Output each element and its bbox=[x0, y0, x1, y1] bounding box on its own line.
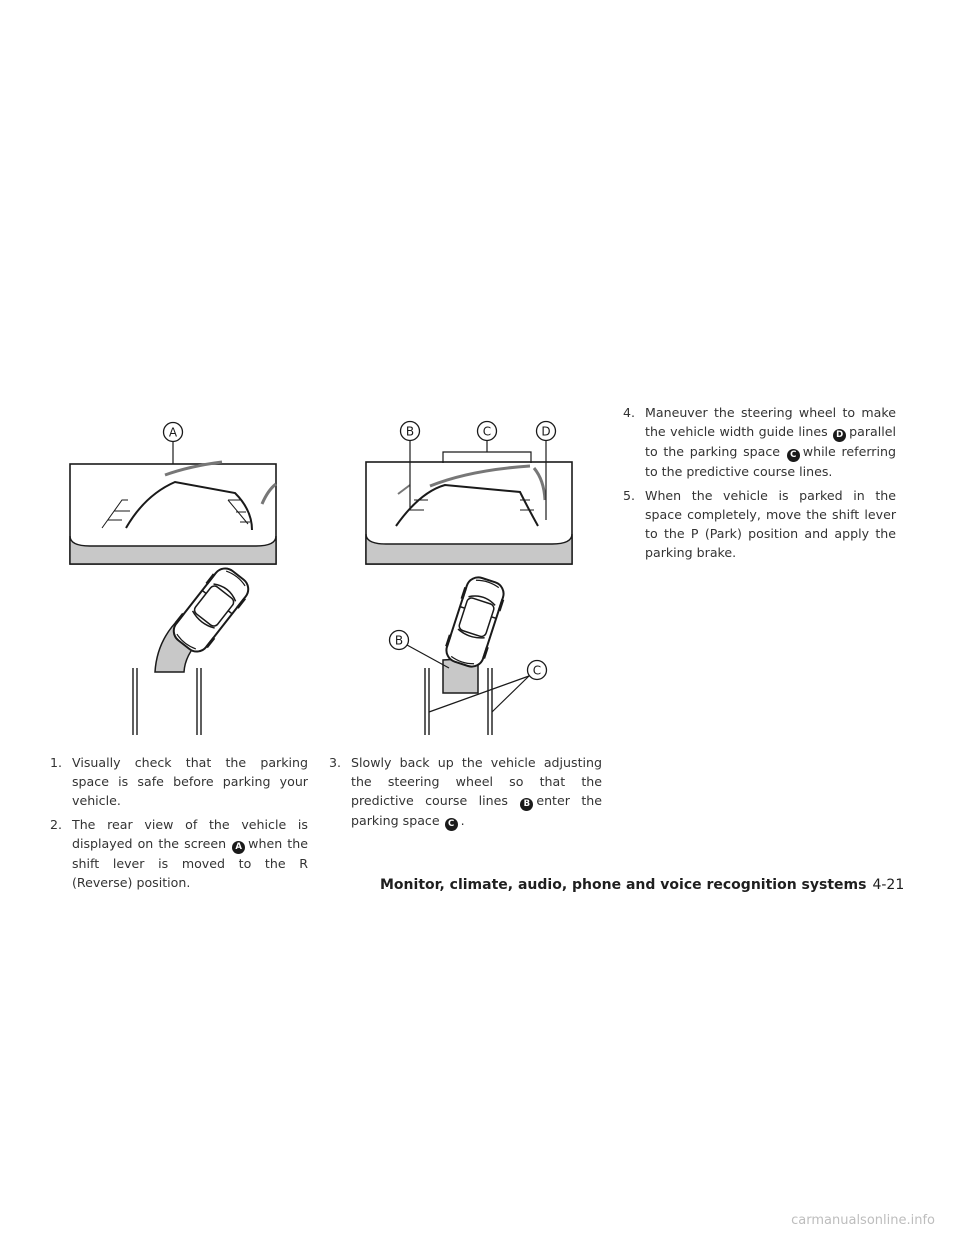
column-left bbox=[50, 753, 308, 897]
svg-text:C: C bbox=[482, 424, 492, 439]
callout-c-top bbox=[478, 422, 497, 441]
column-middle bbox=[329, 753, 602, 836]
svg-text:D: D bbox=[541, 424, 551, 439]
page-footer bbox=[380, 877, 905, 893]
step-3-text-post: . bbox=[460, 813, 465, 828]
callout-a bbox=[164, 423, 183, 442]
callout-c-icon: C bbox=[787, 449, 800, 462]
step-5-text: When the vehicle is parked in the space completely, move the shift lever to the P (Park) position and apply the parking brake. bbox=[645, 488, 896, 560]
svg-text:C: C bbox=[532, 663, 542, 678]
step-2: 2. The rear view of the vehicle is displayed on the screen A when the shift lever is moved to the R (Reverse) position. bbox=[50, 817, 308, 890]
step-4-text-mid: parallel to the parking space bbox=[645, 424, 896, 459]
svg-text:B: B bbox=[394, 633, 404, 648]
svg-text:B: B bbox=[405, 424, 415, 439]
callout-c-icon: C bbox=[445, 818, 458, 831]
figure-right bbox=[366, 422, 572, 736]
watermark: carmanualsonline.info bbox=[791, 1213, 935, 1228]
figure-left bbox=[70, 423, 276, 736]
step-1: 1. Visually check that the parking space is safe before parking your vehicle. bbox=[50, 755, 308, 808]
step-3: 3. Slowly back up the vehicle adjusting the steering wheel so that the predictive course lines B enter the parking space C . bbox=[329, 755, 602, 829]
callout-b-bottom bbox=[390, 631, 409, 650]
callout-c-bottom bbox=[528, 661, 547, 680]
step-2-text-pre: The rear view of the vehicle is displayed on the screen bbox=[72, 817, 308, 851]
step-4-text-pre: Maneuver the steering wheel to make the vehicle width guide lines bbox=[645, 405, 896, 439]
callout-b-icon: B bbox=[520, 798, 533, 811]
step-4-text-post: while referring to the predictive course lines. bbox=[645, 444, 896, 479]
callout-b-top bbox=[401, 422, 420, 441]
step-2-text-post: when the shift lever is moved to the R (Reverse) position. bbox=[72, 836, 308, 890]
section-title: Monitor, climate, audio, phone and voice recognition systems bbox=[380, 877, 867, 893]
step-3-text-pre: Slowly back up the vehicle adjusting the steering wheel so that the predictive course lines bbox=[351, 755, 602, 808]
callout-a-icon: A bbox=[232, 841, 245, 854]
svg-text:A: A bbox=[168, 425, 178, 440]
step-1-text: Visually check that the parking space is safe before parking your vehicle. bbox=[72, 755, 308, 808]
column-right bbox=[623, 403, 896, 567]
step-4: 4. Maneuver the steering wheel to make the vehicle width guide lines D parallel to the parking space C while referring to the predictive course lines. bbox=[623, 405, 896, 479]
page-number: 4-21 bbox=[872, 877, 905, 893]
callout-d-icon: D bbox=[833, 429, 846, 442]
step-3-text-mid: enter the parking space bbox=[351, 793, 602, 828]
callout-d-top bbox=[537, 422, 556, 441]
step-5: 5. When the vehicle is parked in the space completely, move the shift lever to the P (Park) position and apply the parking brake. bbox=[623, 488, 896, 560]
